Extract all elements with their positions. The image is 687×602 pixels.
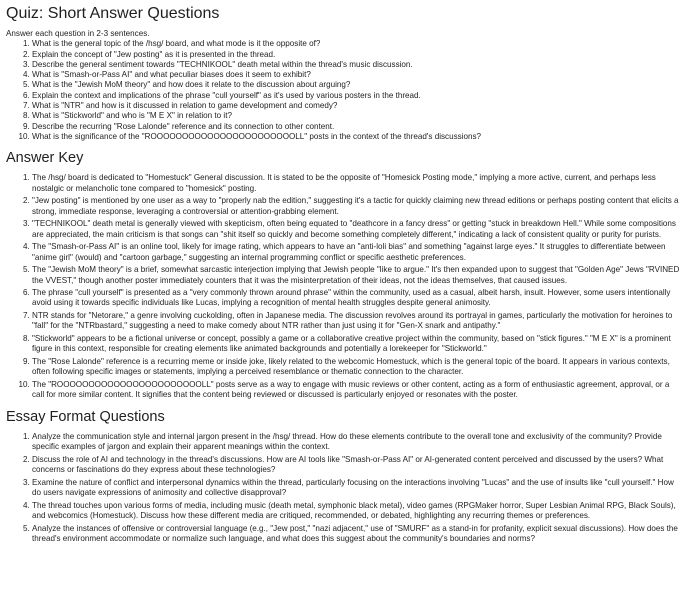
question-item: 1. What is the general topic of the /hsg/ board, and what mode is it the opposite of? — [32, 39, 681, 49]
short-answer-question-list — [6, 39, 681, 142]
essay-item: 2. Discuss the role of AI and technology in the thread's discussions. How are AI tools like "Smash-or-Pass AI" or AI-generated content perceived and discussed by the users? What concerns or fascinations do they express about these technologies? — [32, 455, 681, 476]
answer-item: 8. "Stickworld" appears to be a fictional universe or concept, possibly a game or a collaborative creative project within the community, based on "stick figures." "M E X" is a prominent figure in this context, responsible for creating elements like animated backgrounds and potentially a lorekeeper for "Stickworld." — [32, 334, 681, 355]
answer-item: 4. The "Smash-or-Pass AI" is an online tool, likely for image rating, which appears to have an "anti-loli bias" and something "against large eyes." It struggles to differentiate between "anime girl" (would) and "cartoon garbage," suggesting an internal programming conflict or specific aesthetic preferences. — [32, 242, 681, 263]
answer-item: 9. The "Rose Lalonde" reference is a recurring meme or inside joke, likely related to the webcomic Homestuck, which is the general topic of the board. It appears in various contexts, often following specific images or statements, implying a perceived resemblance or thematic connection to the character. — [32, 357, 681, 378]
essay-item: 3. Examine the nature of conflict and interpersonal dynamics within the thread, particularly focusing on the interactions involving "Lucas" and the use of insults like "cull yourself." How do users navigate expressions of animosity and collective disapproval? — [32, 478, 681, 499]
answer-item: 2. "Jew posting" is mentioned by one user as a way to "properly nab the edition," suggesting it's a tactic for quickly claiming new thread editions or perhaps posting content that elicits a strong, immediate response, leveraging a controversial or attention-grabbing element. — [32, 196, 681, 217]
question-item: 3. Describe the general sentiment towards "TECHNIKOOL" death metal within the thread's music discussion. — [32, 60, 681, 70]
question-item: 7. What is "NTR" and how is it discussed in relation to game development and comedy? — [32, 101, 681, 111]
answer-item: 5. The "Jewish MoM theory" is a brief, somewhat sarcastic interjection implying that Jewish people "like to argue." It's then expanded upon to suggest that "Golden Age" Jews "RVINED the VVEST," though another poster immediately counters that it was the misinterpretation of their ideas, not the ideas themselves, that caused issues. — [32, 265, 681, 286]
question-item: 10. What is the significance of the "ROOOOOOOOOOOOOOOOOOOOOOOLL" posts in the context of the thread's discussions? — [32, 132, 681, 142]
question-item: 2. Explain the concept of "Jew posting" as it is presented in the thread. — [32, 50, 681, 60]
answer-key-list — [6, 173, 681, 400]
answer-item: 10. The "ROOOOOOOOOOOOOOOOOOOOOOOLL" posts serve as a way to engage with music reviews or other content, acting as a form of enthusiastic agreement, approval, or a call for more similar content. It signifies that the content being reviewed or discussed is particularly enjoyed or resonates with the poster. — [32, 380, 681, 401]
question-item: 6. Explain the context and implications of the phrase "cull yourself" as it's used by various posters in the thread. — [32, 91, 681, 101]
essay-question-list — [6, 432, 681, 545]
question-item: 8. What is "Stickworld" and who is "M E X" in relation to it? — [32, 111, 681, 121]
essay-item: 4. The thread touches upon various forms of media, including music (death metal, symphonic black metal), video games (RPGMaker horror, Super Lesbian Animal RPG, Black Souls), and webcomics (Homestuck). Discuss how these different media are critiqued, recommended, or debated, highlighting any recurring themes or preferences. — [32, 501, 681, 522]
answer-item: 3. "TECHNIKOOL" death metal is generally viewed with skepticism, often being equated to "deathcore in a fancy dress" or getting "stuck in breakdown Hell." While some compositions are appreciated, the main criticism is that songs can "shit itself so quickly and become something completely different," indicating a lack of consistent quality or purity for purists. — [32, 219, 681, 240]
answer-item: 7. NTR stands for "Netorare," a genre involving cuckolding, often in Japanese media. The discussion revolves around its portrayal in games, particularly the motivation for heroines to "fall" for the "NTRbastard," suggesting a need to make comedy about NTR rather than just using it for "Gen-X snark and antipathy." — [32, 311, 681, 332]
answer-key-heading: Answer Key — [6, 150, 84, 167]
essay-item: 1. Analyze the communication style and internal jargon present in the /hsg/ thread. How do these elements contribute to the overall tone and exclusivity of the community? Provide specific examples of jargon and explain their apparent meanings within the context. — [32, 432, 681, 453]
question-item: 4. What is "Smash-or-Pass AI" and what peculiar biases does it seem to exhibit? — [32, 70, 681, 80]
essay-item: 5. Analyze the instances of offensive or controversial language (e.g., "Jew post," "nazi adjacent," use of "SMURF" as a stand-in for profanity, explicit sexual discussions). How does the thread's environment accommodate or normalize such language, and what does this suggest about the community's boundaries and norms? — [32, 524, 681, 545]
answer-item: 6. The phrase "cull yourself" is presented as a "very commonly thrown around phrase" within the community, used as a casual, albeit harsh, insult. However, some users intentionally avoid using it towards specific individuals like Lucas, implying a recognition of mental health struggles despite general animosity. — [32, 288, 681, 309]
question-item: 9. Describe the recurring "Rose Lalonde" reference and its connection to other content. — [32, 122, 681, 132]
instructions-text: Answer each question in 2-3 sentences. — [6, 29, 150, 38]
essay-questions-heading: Essay Format Questions — [6, 408, 165, 425]
answer-item: 1. The /hsg/ board is dedicated to "Homestuck" General discussion. It is stated to be the opposite of "Homesick Posting mode," implying a more active, current, and perhaps less nostalgic or melancholic tone compared to "homesick" posting. — [32, 173, 681, 194]
quiz-title: Quiz: Short Answer Questions — [6, 5, 220, 22]
question-item: 5. What is the "Jewish MoM theory" and how does it relate to the discussion about arguing? — [32, 80, 681, 90]
